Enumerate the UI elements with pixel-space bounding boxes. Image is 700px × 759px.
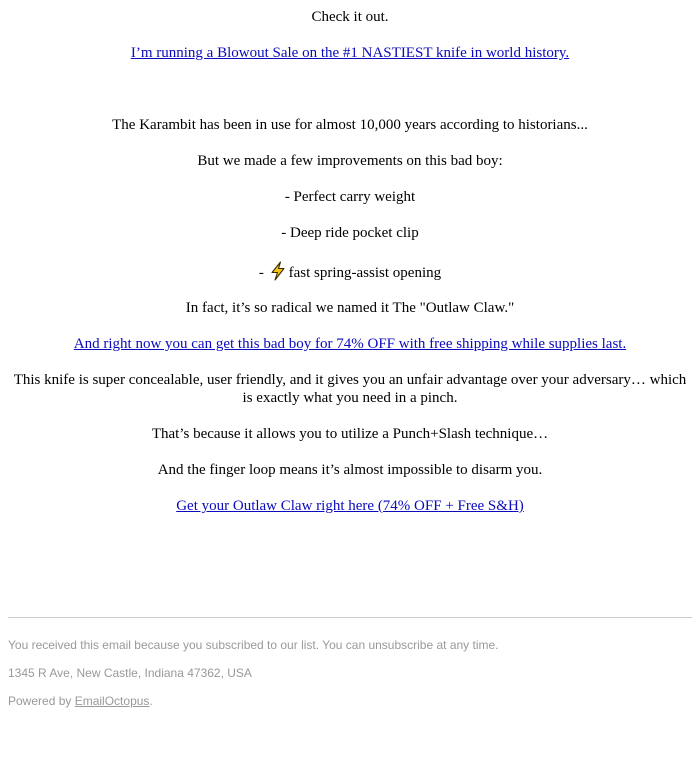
bullet-pocket-clip: - Deep ride pocket clip — [281, 225, 419, 241]
technique-text: That’s because it allows you to utilize a Punch+Slash technique… — [151, 426, 549, 442]
concealable-text: This knife is super concealable, user friendly, and it gives you an unfair advantage over your adversary… which is exactly what you need in a pinch. — [13, 372, 687, 406]
powered-by-prefix: Powered by — [8, 694, 72, 708]
footer-subscribed-text: You received this email because you subscribed to our list. You can unsubscribe at any time. — [8, 638, 499, 652]
bullet-spring-assist — [8, 261, 692, 286]
cta-paragraph — [8, 497, 692, 515]
blowout-sale-link[interactable]: I’m running a Blowout Sale on the #1 NASTIEST knife in world history. — [130, 45, 570, 61]
radical-text: In fact, it’s so radical we named it The "Outlaw Claw." — [185, 300, 515, 316]
history-text: The Karambit has been in use for almost 10,000 years according to historians... — [112, 117, 588, 133]
blowout-paragraph — [8, 44, 692, 62]
footer-powered-by — [8, 693, 153, 709]
bullet-spring-text: fast spring-assist opening — [288, 265, 442, 281]
footer-address: 1345 R Ave, New Castle, Indiana 47362, USA — [8, 666, 252, 680]
outlaw-claw-cta-link[interactable]: Get your Outlaw Claw right here (74% OFF + Free S&H) — [176, 498, 524, 514]
powered-by-suffix: . — [149, 694, 153, 708]
intro-text: Check it out. — [311, 9, 389, 25]
footer-divider — [8, 617, 692, 618]
improvements-text: But we made a few improvements on this bad boy: — [197, 153, 503, 169]
bullet-carry-weight: - Perfect carry weight — [284, 189, 416, 205]
offer-paragraph — [8, 335, 692, 353]
lightning-bolt-icon — [268, 261, 288, 286]
finger-loop-text: And the finger loop means it’s almost impossible to disarm you. — [157, 462, 543, 478]
emailoctopus-link[interactable]: EmailOctopus — [74, 694, 150, 708]
offer-link[interactable]: And right now you can get this bad boy for 74% OFF with free shipping while supplies last. — [73, 336, 627, 352]
bullet-prefix: - — [258, 265, 264, 281]
